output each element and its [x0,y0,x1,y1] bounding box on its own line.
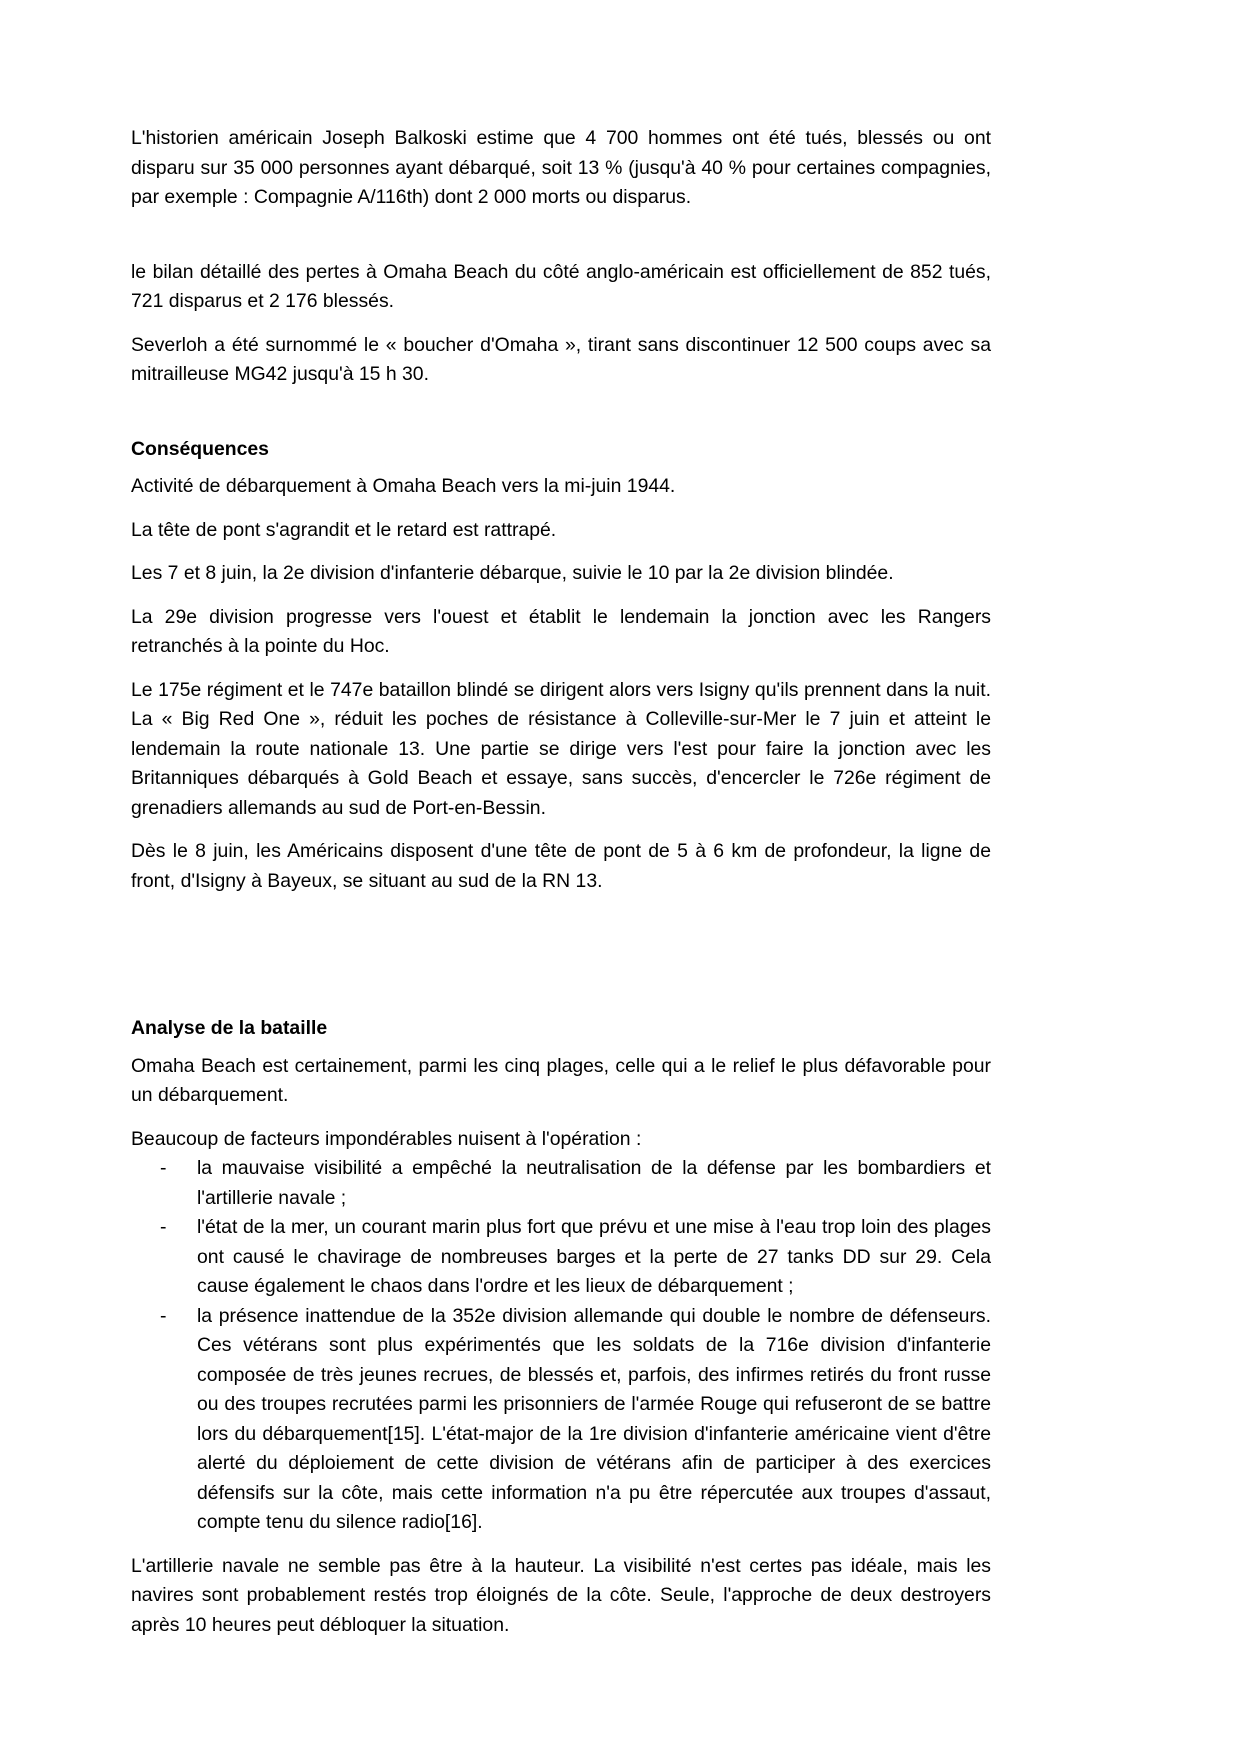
spacer [131,662,991,676]
spacer [131,1538,991,1552]
spacer [131,1111,991,1125]
dash-marker: - [160,1157,167,1179]
paragraph-facteurs-imponderables: Beaucoup de facteurs impondérables nuisent à l'opération : [131,1127,642,1150]
list-item [131,1213,991,1302]
spacer [131,317,991,331]
spacer [131,823,991,837]
list-item-text: la présence inattendue de la 352e division allemande qui double le nombre de défenseurs. Ces vétérans sont plus expérimentés que les soldats de la 716e division d'infanterie composée de très jeunes recrues, de blessés et, parfois, des infirmes retirés du front russe ou des troupes recrutées parmi les prisonniers de l'armée Rouge qui refuseront de se battre lors du débarquement[15]. L'état-major de la 1re division d'infanterie américaine vient d'être alerté du déploiement de cette division de vétérans afin de participer à des exercices défensifs sur la côte, mais cette information n'a pu être répercutée aux troupes d'assaut, compte tenu du silence radio[16]. [197,1304,991,1533]
paragraph-29e-division: La 29e division progresse vers l'ouest et établit le lendemain la jonction avec les Rangers retranchés à la pointe du Hoc. [131,605,991,657]
paragraph-relief-defavorable: Omaha Beach est certainement, parmi les cinq plages, celle qui a le relief le plus défavorable pour un débarquement. [131,1054,991,1106]
factors-list [131,1154,991,1538]
paragraph-severloh: Severloh a été surnommé le « boucher d'Omaha », tirant sans discontinuer 12 500 coups avec sa mitrailleuse MG42 jusqu'à 15 h 30. [131,333,991,385]
spacer [131,589,991,603]
dash-marker: - [160,1304,167,1327]
spacer-section-break [131,896,991,1014]
spacer [131,502,991,516]
list-item [131,1302,991,1538]
list-item [131,1154,991,1213]
paragraph-7-8-juin: Les 7 et 8 juin, la 2e division d'infanterie débarque, suivie le 10 par la 2e division blindée. [131,562,894,584]
spacer [131,545,991,559]
spacer [131,213,991,258]
heading-analyse-de-la-bataille: Analyse de la bataille [131,1017,328,1039]
dash-marker: - [160,1216,167,1238]
spacer [131,464,991,472]
heading-consequences: Conséquences [131,437,269,460]
spacer [131,390,991,435]
paragraph-175e-regiment: Le 175e régiment et le 747e bataillon blindé se dirigent alors vers Isigny qu'ils prennent dans la nuit. La « Big Red One », réduit les poches de résistance à Colleville-sur-Mer le 7 juin et atteint le lendemain la route nationale 13. Une partie se dirige vers l'est pour faire la jonction avec les Britanniques débarqués à Gold Beach et essaye, sans succès, d'encercler le 726e régiment de grenadiers allemands au sud de Port-en-Bessin. [131,678,991,819]
paragraph-bilan-pertes: le bilan détaillé des pertes à Omaha Beach du côté anglo-américain est officiellement de 852 tués, 721 disparus et 2 176 blessés. [131,260,991,312]
spacer [131,1044,991,1052]
list-item-text: l'état de la mer, un courant marin plus fort que prévu et une mise à l'eau trop loin des plages ont causé le chavirage de nombreuses barges et la perte de 27 tanks DD sur 29. Cela cause également le chaos dans l'ordre et les lieux de débarquement ; [197,1216,991,1297]
paragraph-artillerie-navale: L'artillerie navale ne semble pas être à la hauteur. La visibilité n'est certes pas idéale, mais les navires sont probablement restés trop éloignés de la côte. Seule, l'approche de deux destroyers après 10 heures peut débloquer la situation. [131,1554,991,1636]
list-item-text: la mauvaise visibilité a empêché la neutralisation de la défense par les bombardiers et l'artillerie navale ; [197,1157,991,1209]
paragraph-balkoski-casualties: L'historien américain Joseph Balkoski estime que 4 700 hommes ont été tués, blessés ou ont disparu sur 35 000 personnes ayant débarqué, soit 13 % (jusqu'à 40 % pour certaines compagnies, par exemple : Compagnie A/116th) dont 2 000 morts ou disparus. [131,127,991,208]
page-content [131,124,991,1640]
paragraph-des-8-juin: Dès le 8 juin, les Américains disposent d'une tête de pont de 5 à 6 km de profondeur, la ligne de front, d'Isigny à Bayeux, se situant au sud de la RN 13. [131,840,991,892]
paragraph-tete-de-pont: La tête de pont s'agrandit et le retard est rattrapé. [131,518,557,541]
paragraph-activite-debarquement: Activité de débarquement à Omaha Beach vers la mi-juin 1944. [131,475,676,497]
